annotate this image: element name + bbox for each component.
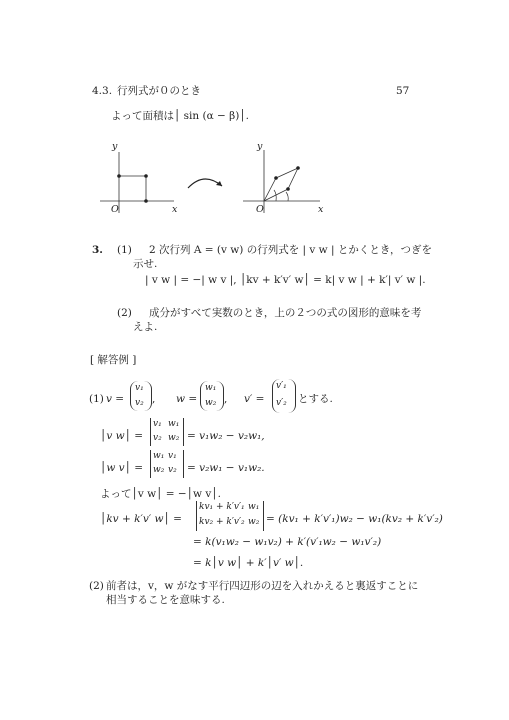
eq1-m21: v₂ (153, 433, 162, 443)
def-w-top: w₁ (205, 383, 217, 393)
def-v-comma: , (152, 393, 156, 405)
problem-part2-text-cont: えよ. (133, 321, 158, 333)
area-statement: よって面積は│ sin (α − β)│. (111, 110, 249, 122)
problem-part1-label: (1) (117, 244, 132, 256)
eq4-m11: kv₁ + k′v′₁ (199, 502, 245, 512)
section-title: 行列式が０のとき (117, 85, 201, 97)
eq2-m12: v₁ (168, 451, 177, 461)
def-v-top: v₁ (135, 383, 144, 393)
figure-panel (0, 0, 509, 230)
left-point-corner (144, 174, 148, 178)
eq1-lhs: │v w│ = (100, 430, 144, 442)
transform-arrow (188, 179, 222, 188)
right-figure (243, 150, 320, 213)
section-number: 4.3. (92, 85, 113, 97)
def-vprime-bot: v′₂ (276, 398, 287, 408)
eq4-m22: w₂ (248, 517, 260, 527)
eq4-rhs: = (kv₁ + k′v′₁)w₂ − w₁(kv₂ + k′v′₂) (266, 513, 443, 525)
problem-part1-text: 2 次行列 A = (v w) の行列式を | v w | とかくとき，つぎを (149, 244, 432, 256)
def-vprime-top: v′₁ (276, 381, 287, 391)
eq6: = k│v w│ + k′│v′ w│. (193, 557, 304, 569)
left-x-label: x (172, 204, 178, 215)
right-origin-label: O (256, 204, 264, 215)
eq1-rhs: = v₁w₂ − v₂w₁, (187, 430, 265, 442)
eq2-rhs: = v₂w₁ − v₁w₂. (187, 462, 265, 474)
solution-part2-text-cont: 相当することを意味する. (106, 594, 225, 606)
left-y-label: y (112, 141, 118, 152)
page-number: 57 (396, 85, 410, 97)
def-suffix: とする. (298, 393, 333, 405)
eq1-m11: v₁ (153, 419, 162, 429)
solution-heading: [ 解答例 ] (90, 354, 137, 366)
eq1-m22: w₂ (168, 433, 180, 443)
left-origin-label: O (111, 204, 119, 215)
solution-part2-label: (2) (89, 580, 104, 592)
problem-part1-equation: | v w | = −| w v |, │kv + k′v′ w│ = k| v w | + k′| v′ w |. (145, 274, 426, 286)
def-w-lhs: w = (176, 393, 198, 405)
eq2-m21: w₂ (153, 465, 165, 475)
eq4-m21: kv₂ + k′v′₂ (199, 517, 245, 527)
def-w-bot: w₂ (205, 398, 217, 408)
eq2-m11: w₁ (153, 451, 165, 461)
solution-part1-label: (1) (89, 393, 104, 405)
eq1-m12: w₁ (168, 419, 180, 429)
def-vprime-lhs: v′ = (244, 393, 265, 405)
right-y-label: y (257, 141, 263, 152)
problem-number: 3. (92, 244, 103, 256)
def-w-comma: , (224, 393, 228, 405)
eq2-lhs: │w v│ = (100, 462, 144, 474)
def-v-lhs: v = (106, 393, 125, 405)
problem-part2-label: (2) (117, 307, 132, 319)
eq4-lhs: │kv + k′v′ w│ = (100, 513, 182, 525)
eq5: = k(v₁w₂ − w₁v₂) + k′(v′₁w₂ − w₁v′₂) (193, 536, 382, 548)
left-point-top (117, 174, 121, 178)
eq2-m22: v₂ (168, 465, 177, 475)
eq3-conclusion: よって│v w│ = −│w v│. (100, 488, 221, 500)
problem-part1-text-cont: 示せ. (133, 258, 158, 270)
left-point-right (144, 199, 148, 203)
def-v-bot: v₂ (135, 398, 144, 408)
eq4-m12: w₁ (248, 502, 260, 512)
problem-part2-text: 成分がすべて実数のとき，上の２つの式の図形的意味を考 (149, 307, 422, 319)
solution-part2-text: 前者は，v，w がなす平行四辺形の辺を入れかえると裏返すことに (106, 580, 419, 592)
right-x-label: x (318, 204, 324, 215)
